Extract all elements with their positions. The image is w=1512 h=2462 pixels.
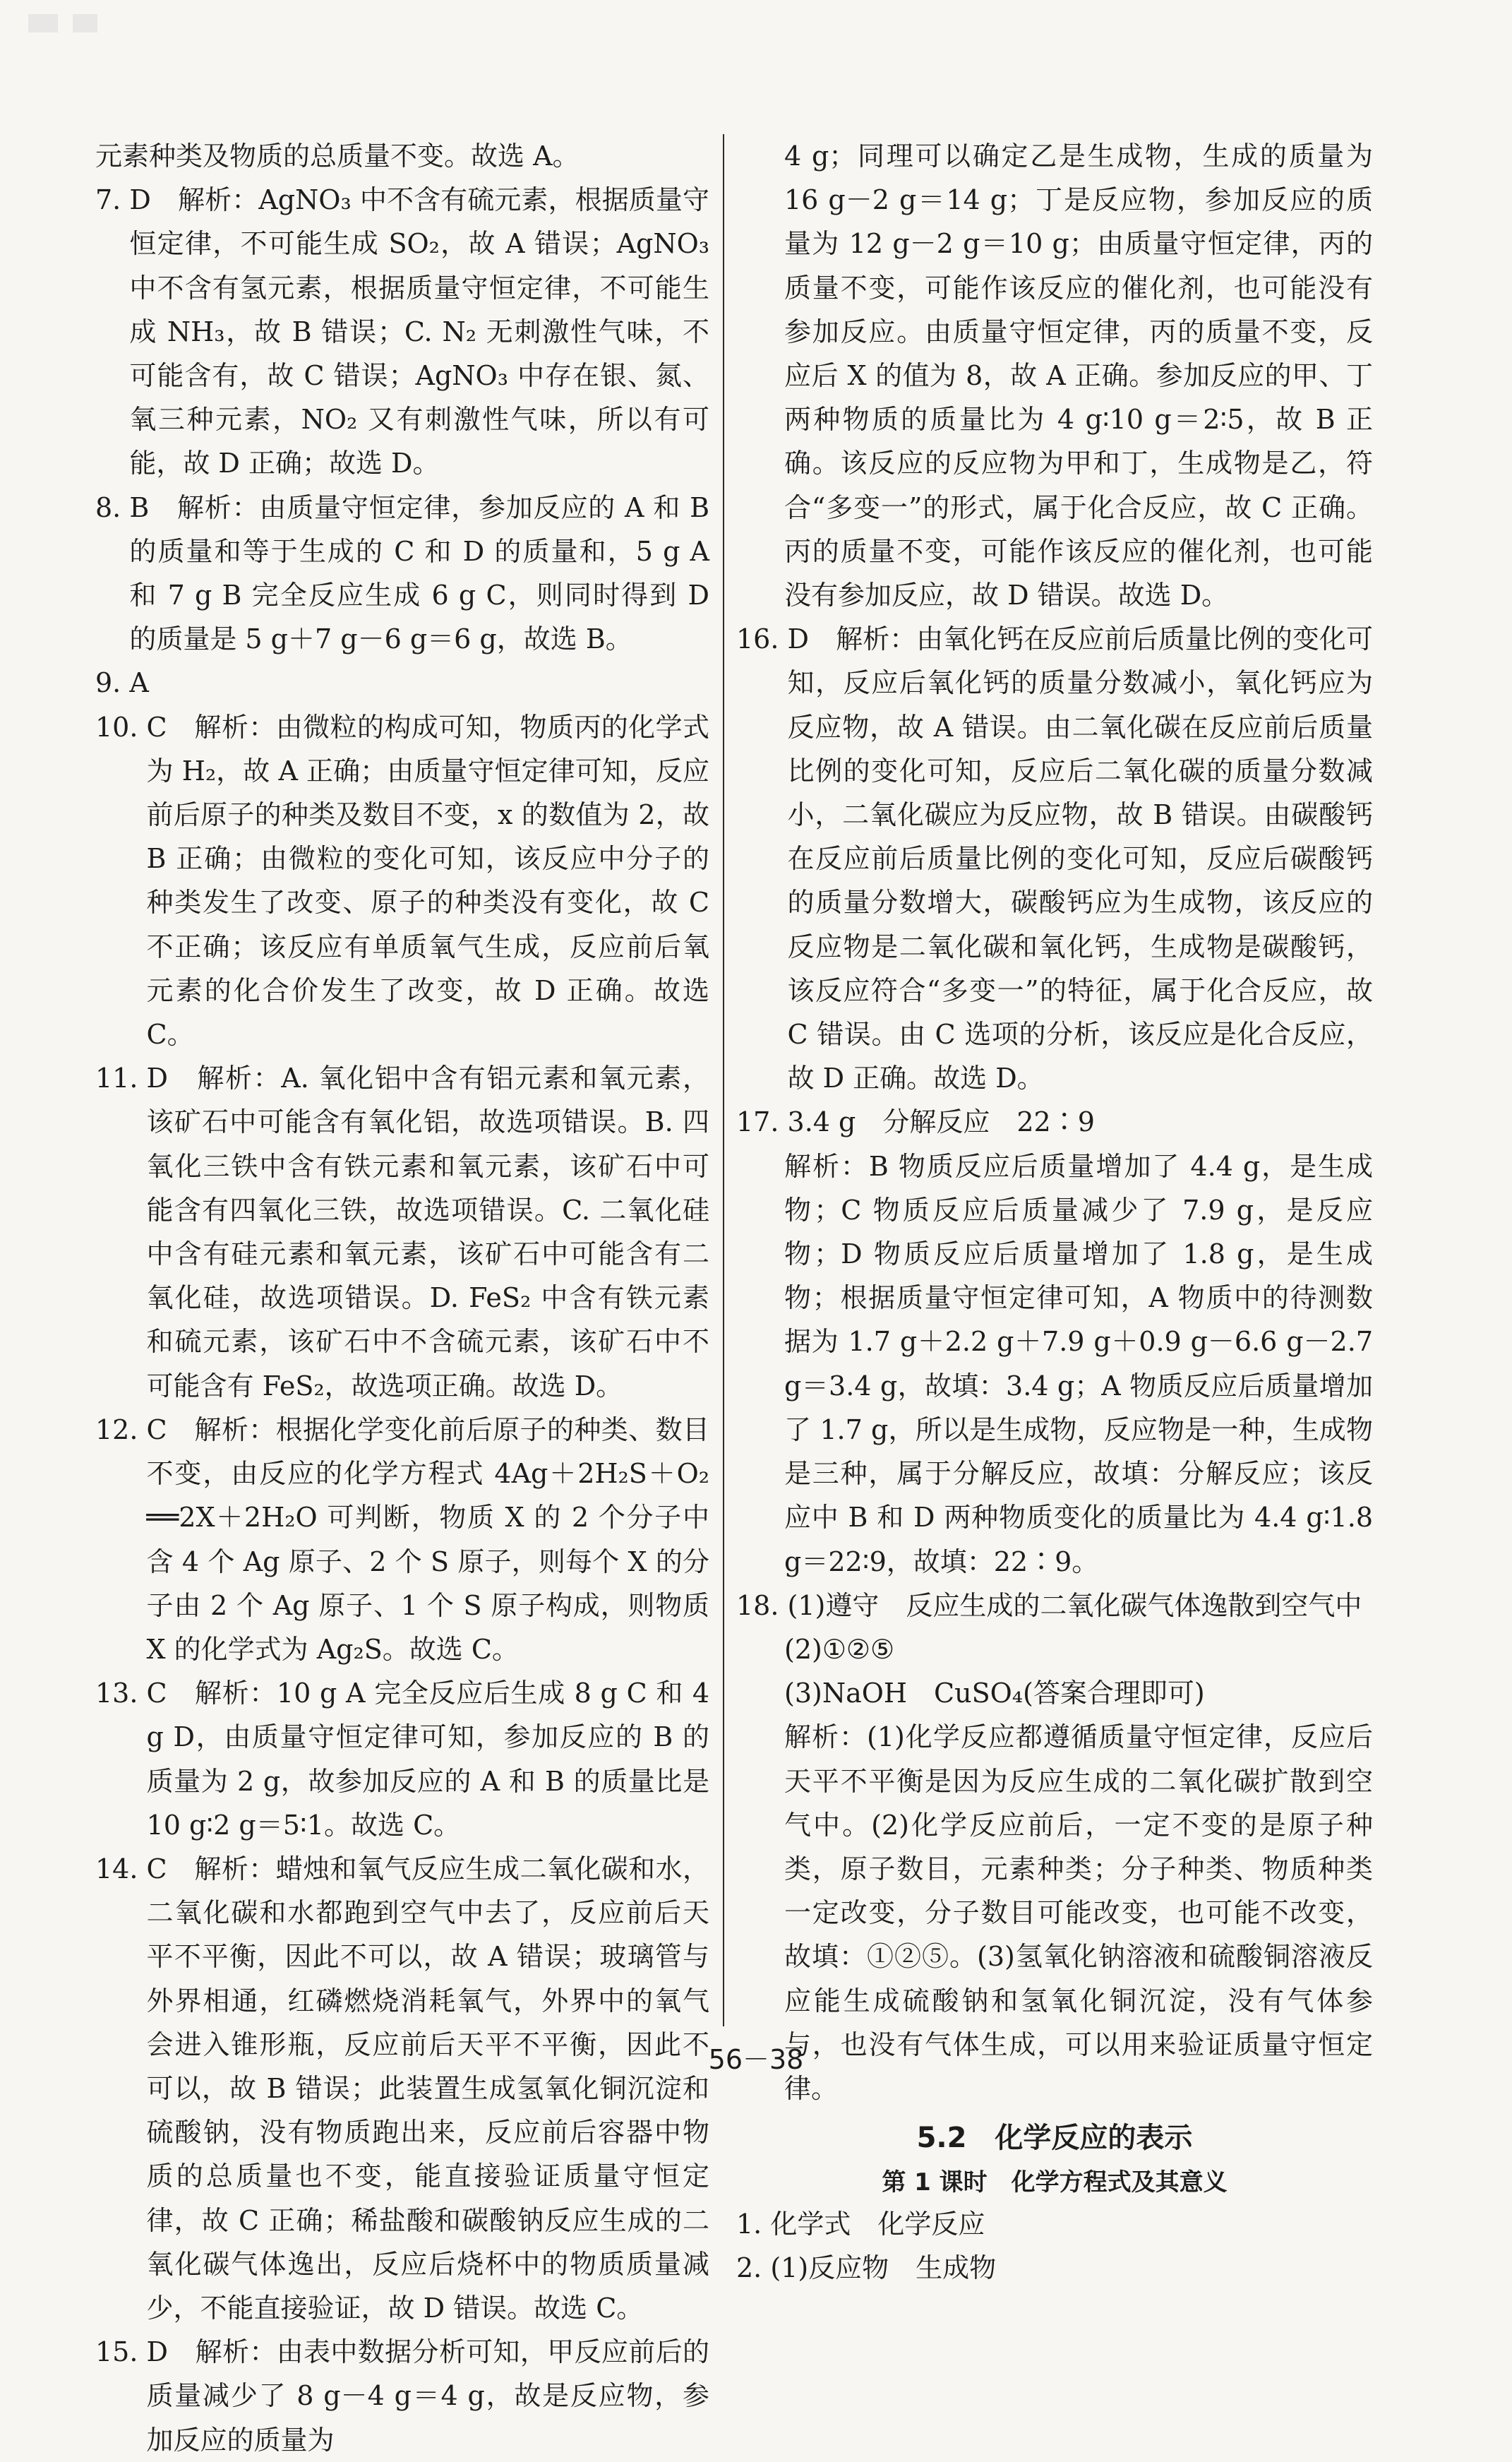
answer-text: 3.4 g 分解反应 22∶9 [787, 1106, 1095, 1138]
answer-number: 13. [95, 1678, 147, 1709]
answer-15-continuation: 4 g；同理可以确定乙是生成物，生成的质量为 16 g－2 g＝14 g；丁是反应物，参加反应的质量为 12 g－2 g＝10 g；由质量守恒定律，丙的质量不变，可能作该反应的催化剂，也可能没有参加反应。由质量守恒定律，丙的质量不变，反应后 X 的值为 8，故 A 正确。参加反应的甲、丁两种物质的质量比为 4 g∶10 g＝2∶5，故 B 正确。该反应的反应物为甲和丁，生成物是乙，符合“多变一”的形式，属于化合反应，故 C 正确。丙的质量不变，可能作该反应的催化剂，也可能没有参加反应，故 D 错误。故选 D。 [784, 141, 1373, 611]
answer-number: 11. [95, 1063, 147, 1094]
answer-number: 10. [95, 711, 147, 743]
answer-text: 化学式 化学反应 [770, 2209, 985, 2240]
answer-item-10 [95, 705, 709, 1057]
answer-number: 14. [95, 1853, 147, 1884]
answer-item-9 [95, 661, 709, 705]
answer-text: D 解析：由表中数据分析可知，甲反应前后的质量减少了 8 g－4 g＝4 g，故是反应物，参加反应的质量为 [146, 2336, 709, 2456]
answer-number: 15. [95, 2336, 147, 2368]
answer-text: C 解析：10 g A 完全反应后生成 8 g C 和 4 g D，由质量守恒定律可知，参加反应的 B 的质量为 2 g，故参加反应的 A 和 B 的质量比是 10 g∶2 g＝5∶1。故选 C。 [146, 1678, 709, 1841]
answer-item-1 [736, 2202, 1373, 2246]
answer-text: D 解析：AgNO₃ 中不含有硫元素，根据质量守恒定律，不可能生成 SO₂，故 A 错误；AgNO₃ 中不含有氢元素，根据质量守恒定律，不可能生成 NH₃，故 B 错误；C. N₂ 无刺激性气味，不可能含有，故 C 错误；AgNO₃ 中存在银、氮、氧三种元素，NO₂ 又有刺激性气味，所以有可能，故 D 正确；故选 D。 [129, 184, 709, 479]
answer-item-15 [95, 2330, 709, 2462]
answer-item-11 [95, 1056, 709, 1408]
answer-text: B 解析：由质量守恒定律，参加反应的 A 和 B 的质量和等于生成的 C 和 D 的质量和，5 g A 和 7 g B 完全反应生成 6 g C，则同时得到 D 的质量是 5 g＋7 g－6 g＝6 g，故选 B。 [129, 491, 709, 655]
answer-text: D 解析：由氧化钙在反应前后质量比例的变化可知，反应后氧化钙的质量分数减小，氧化钙应为反应物，故 A 错误。由二氧化碳在反应前后质量比例的变化可知，反应后二氧化碳的质量分数减小，二氧化碳应为反应物，故 B 错误。由碳酸钙在反应前后质量比例的变化可知，反应后碳酸钙的质量分数增大，碳酸钙应为生成物，该反应的反应物是二氧化碳和氧化钙，生成物是碳酸钙，该反应符合“多变一”的特征，属于化合反应，故 C 错误。由 C 选项的分析，该反应是化合反应，故 D 正确。故选 D。 [787, 623, 1373, 1094]
lesson-title: 第 1 课时 化学方程式及其意义 [882, 2168, 1228, 2197]
column-divider [723, 134, 724, 2026]
answer-item-14 [95, 1847, 709, 2330]
page-number: 56－38 [708, 2044, 804, 2075]
answer-number: 1. [736, 2209, 771, 2240]
answer-number: 7. [95, 184, 130, 216]
scan-edge-mark [28, 14, 127, 32]
answer-18-part3: (3)NaOH CuSO₄(答案合理即可) [784, 1678, 1205, 1709]
answer-number: 12. [95, 1414, 147, 1445]
answer-number: 18. [736, 1589, 788, 1621]
answer-item-18 [736, 1584, 1373, 1627]
answer-text: (1)遵守 反应生成的二氧化碳气体逸散到空气中 [787, 1589, 1362, 1621]
answer-text: (1)反应物 生成物 [770, 2252, 997, 2284]
answer-item-2 [736, 2246, 1373, 2290]
left-column [95, 134, 709, 2462]
answer-number: 17. [736, 1106, 788, 1138]
answer-item-16 [736, 617, 1373, 1100]
answer-17-analysis: 解析：B 物质反应后质量增加了 4.4 g，是生成物；C 物质反应后质量减少了 7.9 g，是反应物；D 物质反应后质量增加了 1.8 g，是生成物；根据质量守恒定律可知，A 物质中的待测数据为 1.7 g＋2.2 g＋7.9 g＋0.9 g－6.6 g－2.7 g＝3.4 g，故填：3.4 g；A 物质反应后质量增加了 1.7 g，所以是生成物，反应物是一种，生成物是三种，属于分解反应，故填：分解反应；该反应中 B 和 D 两种物质变化的质量比为 4.4 g∶1.8 g＝22∶9，故填：22∶9。 [784, 1150, 1373, 1577]
answer-text: C 解析：由微粒的构成可知，物质丙的化学式为 H₂，故 A 正确；由质量守恒定律可知，反应前后原子的种类及数目不变，x 的数值为 2，故 B 正确；由微粒的变化可知，该反应中分子的种类发生了改变、原子的种类没有变化，故 C 不正确；该反应有单质氧气生成，反应前后氧元素的化合价发生了改变，故 D 正确。故选 C。 [146, 711, 709, 1051]
answer-item-12 [95, 1408, 709, 1671]
answer-number: 16. [736, 623, 788, 655]
answer-continuation: 元素种类及物质的总质量不变。故选 A。 [95, 141, 580, 172]
answer-number: 8. [95, 491, 130, 523]
answer-text: C 解析：蜡烛和氧气反应生成二氧化碳和水，二氧化碳和水都跑到空气中去了，反应前后天平不平衡，因此不可以，故 A 错误；玻璃管与外界相通，红磷燃烧消耗氧气，外界中的氧气会进入锥形瓶，反应前后天平不平衡，因此不可以，故 B 错误；此装置生成氢氧化铜沉淀和硫酸钠，没有物质跑出来，反应前后容器中物质的总质量也不变，能直接验证质量守恒定律，故 C 正确；稀盐酸和碳酸钠反应生成的二氧化碳气体逸出，反应后烧杯中的物质质量减少，不能直接验证，故 D 错误。故选 C。 [146, 1853, 709, 2324]
section-title: 5.2 化学反应的表示 [916, 2122, 1193, 2155]
answer-text: C 解析：根据化学变化前后原子的种类、数目不变，由反应的化学方程式 4Ag＋2H₂S＋O₂ ══2X＋2H₂O 可判断，物质 X 的 2 个分子中含 4 个 Ag 原子、2 个 S 原子，则每个 X 的分子由 2 个 Ag 原子、1 个 S 原子构成，则物质 X 的化学式为 Ag₂S。故选 C。 [146, 1414, 709, 1665]
answer-item-17 [736, 1100, 1373, 1144]
answer-text: D 解析：A. 氧化铝中含有铝元素和氧元素，该矿石中可能含有氧化铝，故选项错误。B. 四氧化三铁中含有铁元素和氧元素，该矿石中可能含有四氧化三铁，故选项错误。C. 二氧化硅中含有硅元素和氧元素，该矿石中可能含有二氧化硅，故选项错误。D. FeS₂ 中含有铁元素和硫元素，该矿石中不含硫元素，该矿石中不可能含有 FeS₂，故选项正确。故选 D。 [146, 1063, 709, 1402]
answer-number: 9. [95, 667, 130, 699]
right-column [736, 134, 1373, 2290]
answer-text: A [129, 667, 149, 699]
answer-item-8 [95, 486, 709, 662]
answer-number: 2. [736, 2252, 771, 2284]
answer-item-7 [95, 178, 709, 485]
answer-item-13 [95, 1671, 709, 1847]
answer-18-part2: (2)①②⑤ [784, 1633, 895, 1665]
answer-18-analysis: 解析：(1)化学反应都遵循质量守恒定律，反应后天平不平衡是因为反应生成的二氧化碳扩散到空气中。(2)化学反应前后，一定不变的是原子种类，原子数目，元素种类；分子种类、物质种类一定改变，分子数目可能改变，也可能不改变，故填：①②⑤。(3)氢氧化钠溶液和硫酸铜溶液反应能生成硫酸钠和氢氧化铜沉淀，没有气体参与，也没有气体生成，可以用来验证质量守恒定律。 [784, 1721, 1373, 2104]
